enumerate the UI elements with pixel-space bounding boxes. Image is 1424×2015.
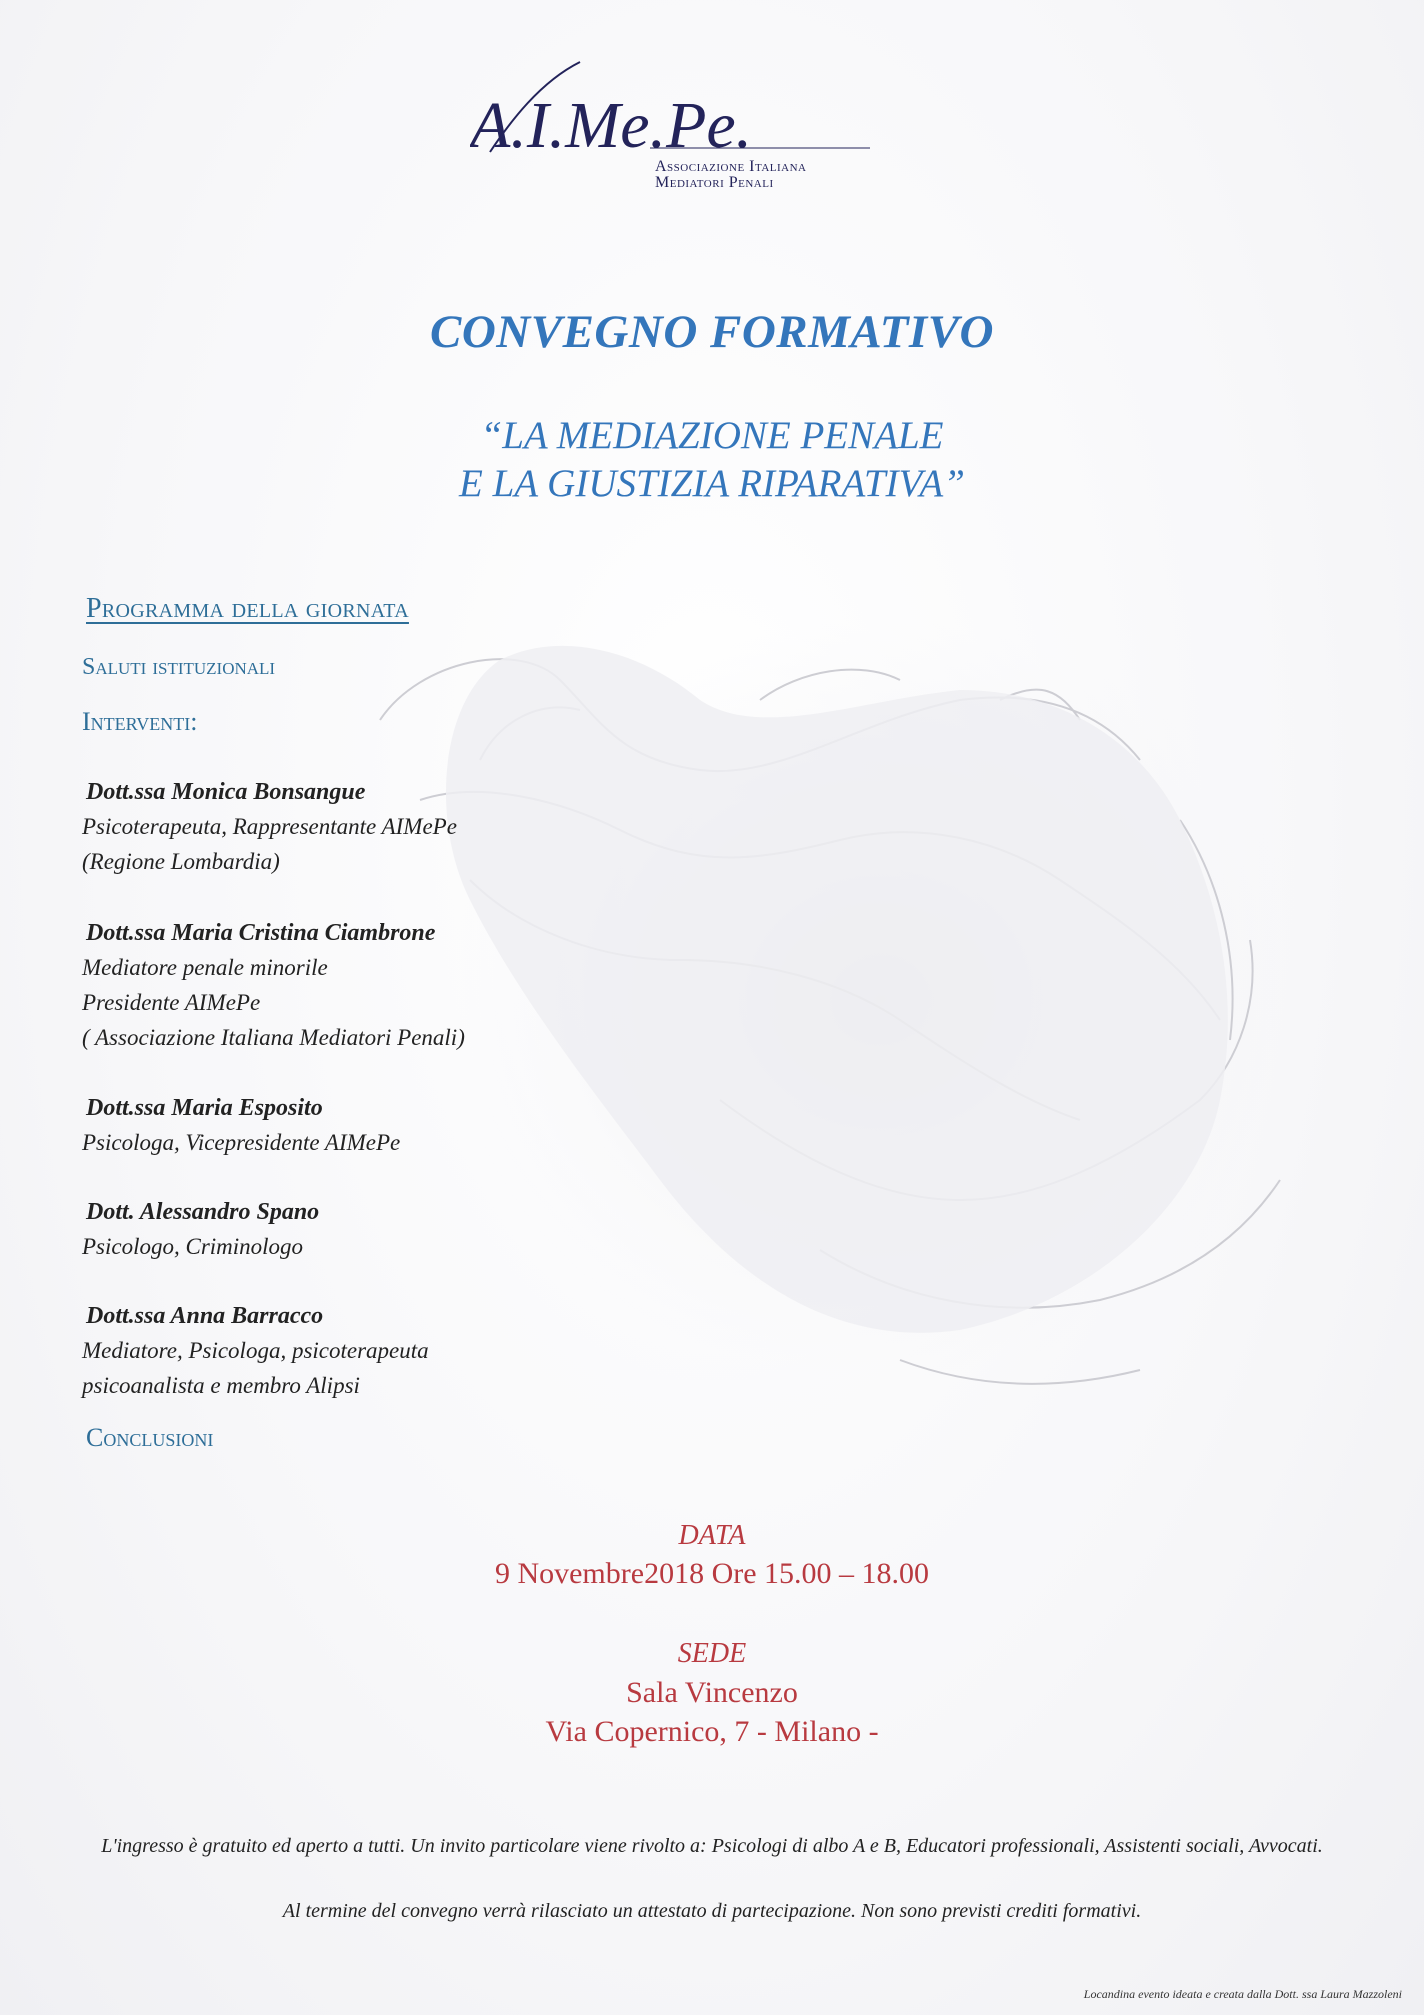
speaker-role: psicoanalista e membro Alipsi — [82, 1373, 360, 1398]
speaker-name: Dott.ssa Anna Barracco — [86, 1303, 324, 1329]
speaker-entry — [82, 1091, 400, 1160]
greetings-item: Saluti istituzionali — [82, 654, 276, 680]
speaker-role: Mediatore, Psicologa, psicoterapeuta — [82, 1338, 429, 1363]
venue-name: Sala Vincenzo — [626, 1676, 798, 1709]
speaker-role: Psicoterapeuta, Rappresentante AIMePe — [82, 814, 457, 839]
speaker-role: Psicologa, Vicepresidente AIMePe — [82, 1130, 401, 1155]
certificate-note: Al termine del convegno verrà rilasciato un attestato di partecipazione. Non sono previsti crediti formativi. — [282, 1900, 1142, 1922]
entry-note: L'ingresso è gratuito ed aperto a tutti. Un invito particolare viene rivolto a: Psicologi di albo A e B, Educatori professionali, Assistenti sociali, Avvocati. — [101, 1835, 1323, 1857]
logo-line1: Associazione Italiana — [655, 158, 807, 175]
speaker-entry — [82, 1299, 429, 1403]
logo-line2: Mediatori Penali — [655, 174, 774, 191]
logo-initials: A.I.Me.Pe. — [470, 89, 753, 162]
poster-credit: Locandina evento ideata e creata dalla Dott. ssa Laura Mazzoleni — [1083, 1987, 1402, 2001]
logo-association-name — [655, 159, 807, 191]
venue-label: SEDE — [677, 1638, 747, 1669]
speaker-name: Dott.ssa Maria Cristina Ciambrone — [86, 920, 436, 946]
subtitle-line1: “LA MEDIAZIONE PENALE — [480, 414, 944, 457]
subtitle — [0, 412, 1424, 508]
talks-label: Interventi: — [82, 707, 198, 736]
speaker-name: Dott.ssa Monica Bonsangue — [86, 779, 366, 805]
date-value: 9 Novembre2018 Ore 15.00 – 18.00 — [494, 1557, 930, 1590]
speaker-role: Mediatore penale minorile — [82, 955, 328, 980]
speaker-entry — [82, 916, 465, 1055]
speaker-role: Presidente AIMePe — [82, 990, 261, 1015]
speaker-name: Dott. Alessandro Spano — [86, 1199, 320, 1225]
speaker-name: Dott.ssa Maria Esposito — [86, 1095, 323, 1121]
subtitle-line2: E LA GIUSTIZIA RIPARATIVA” — [459, 462, 965, 505]
program-heading: Programma della giornata — [86, 593, 409, 624]
speaker-role: (Regione Lombardia) — [82, 849, 280, 874]
date-label: DATA — [678, 1520, 746, 1551]
speaker-role: ( Associazione Italiana Mediatori Penali) — [82, 1025, 465, 1050]
speaker-entry — [82, 1195, 319, 1264]
main-title: CONVEGNO FORMATIVO — [430, 306, 994, 358]
speaker-role: Psicologo, Criminologo — [82, 1234, 304, 1259]
venue-address: Via Copernico, 7 - Milano - — [545, 1715, 879, 1748]
conclusions-item: Conclusioni — [86, 1423, 214, 1452]
speaker-entry — [82, 775, 457, 879]
